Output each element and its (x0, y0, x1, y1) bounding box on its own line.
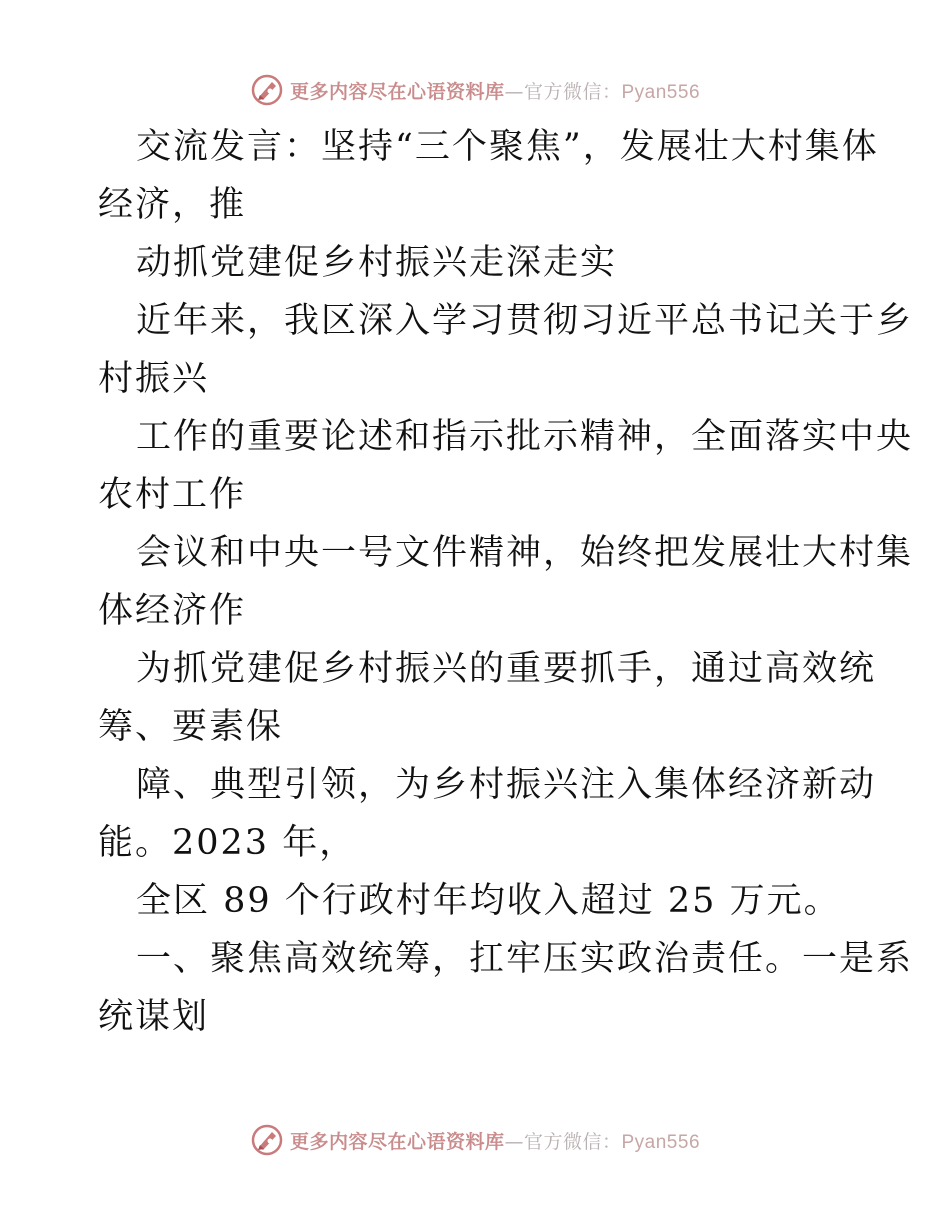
header-banner (0, 70, 950, 110)
document-line: 交流发言：坚持“三个聚焦”，发展壮大村集体 (136, 127, 879, 167)
document-line: 能。2023 年， (98, 823, 357, 863)
document-line: 全区 89 个行政村年均收入超过 25 万元。 (136, 881, 841, 921)
document-line: 村振兴 (98, 359, 210, 399)
header-wechat-label: 官方微信： (523, 80, 622, 103)
document-line: 体经济作 (98, 591, 247, 631)
document-line: 工作的重要论述和指示批示精神，全面落实中央 (136, 417, 914, 457)
document-line: 统谋划 (98, 997, 210, 1037)
document-line: 农村工作 (98, 475, 247, 515)
header-wechat-id: Pyan556 (621, 81, 701, 103)
footer-brand-text: 更多内容尽在心语资料库 (289, 1130, 505, 1153)
document-line: 一、聚焦高效统筹，扛牢压实政治责任。一是系 (136, 939, 914, 979)
document-line: 经济，推 (98, 185, 247, 225)
footer-banner (0, 1120, 950, 1160)
pen-logo-icon (250, 1123, 284, 1157)
header-brand-text: 更多内容尽在心语资料库 (289, 80, 505, 103)
footer-banner-text (290, 1127, 700, 1154)
pen-logo-icon (250, 73, 284, 107)
document-body (98, 118, 914, 1046)
document-line: 会议和中央一号文件精神，始终把发展壮大村集 (136, 533, 914, 573)
footer-wechat-label: 官方微信： (523, 1130, 622, 1153)
footer-separator: — (504, 1130, 524, 1153)
document-line: 动抓党建促乡村振兴走深走实 (136, 243, 618, 283)
document-line: 近年来，我区深入学习贯彻习近平总书记关于乡 (136, 301, 914, 341)
header-separator: — (504, 80, 524, 103)
document-line: 障、典型引领，为乡村振兴注入集体经济新动 (136, 765, 877, 805)
document-line: 为抓党建促乡村振兴的重要抓手，通过高效统 (136, 649, 877, 689)
document-line: 筹、要素保 (98, 707, 284, 747)
footer-wechat-id: Pyan556 (621, 1131, 701, 1153)
header-banner-text (290, 77, 700, 104)
